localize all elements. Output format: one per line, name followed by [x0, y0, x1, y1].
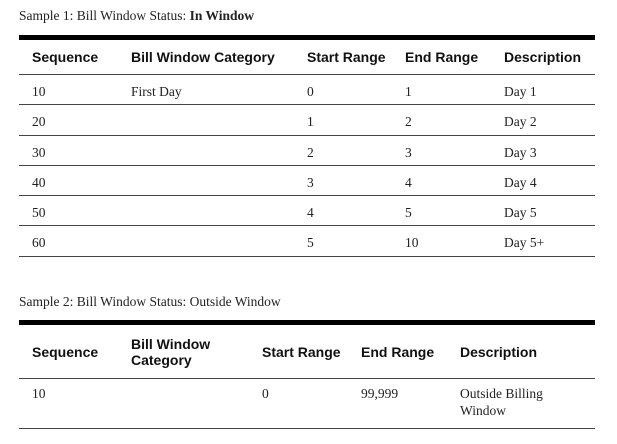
table-row: [19, 105, 595, 135]
cell-category: [131, 226, 307, 256]
cell-sequence: 10: [19, 379, 131, 429]
cell-end-range: 99,999: [361, 379, 460, 429]
header-sequence: Sequence: [19, 323, 131, 379]
table-row: [19, 196, 595, 226]
cell-start-range: 1: [307, 105, 405, 135]
cell-end-range: 3: [405, 135, 504, 165]
sample-1-caption-status: In Window: [189, 8, 255, 23]
table-row: [19, 165, 595, 195]
cell-sequence: 50: [19, 196, 131, 226]
cell-end-range: 10: [405, 226, 504, 256]
table-header-row: [19, 38, 595, 75]
table-row: [19, 379, 595, 429]
sample-1-table: [19, 35, 595, 257]
cell-category: [131, 379, 262, 429]
cell-sequence: 60: [19, 226, 131, 256]
cell-sequence: 30: [19, 135, 131, 165]
sample-1-caption: [19, 8, 254, 24]
header-description: Description: [460, 323, 595, 379]
cell-category: [131, 165, 307, 195]
table-row: [19, 75, 595, 105]
cell-start-range: 0: [262, 379, 361, 429]
cell-category: [131, 135, 307, 165]
table-row: [19, 226, 595, 256]
cell-end-range: 5: [405, 196, 504, 226]
cell-sequence: 40: [19, 165, 131, 195]
header-bill-window-category: Bill Window Category: [131, 323, 262, 379]
cell-end-range: 1: [405, 75, 504, 105]
cell-description: Outside Billing Window: [460, 379, 595, 429]
header-sequence: Sequence: [19, 38, 131, 75]
cell-description: Day 5+: [504, 226, 595, 256]
cell-start-range: 5: [307, 226, 405, 256]
cell-category: [131, 196, 307, 226]
cell-description: Day 2: [504, 105, 595, 135]
cell-start-range: 0: [307, 75, 405, 105]
sample-1-caption-prefix: Sample 1: Bill Window Status:: [19, 8, 190, 23]
cell-description: Day 3: [504, 135, 595, 165]
header-start-range: Start Range: [307, 38, 405, 75]
header-start-range: Start Range: [262, 323, 361, 379]
header-end-range: End Range: [405, 38, 504, 75]
cell-start-range: 3: [307, 165, 405, 195]
cell-start-range: 2: [307, 135, 405, 165]
cell-sequence: 10: [19, 75, 131, 105]
table-row: [19, 135, 595, 165]
cell-description: Day 1: [504, 75, 595, 105]
header-description: Description: [504, 38, 595, 75]
header-end-range: End Range: [361, 323, 460, 379]
header-bill-window-category: Bill Window Category: [131, 38, 307, 75]
table-header-row: [19, 323, 595, 379]
cell-description: Day 5: [504, 196, 595, 226]
sample-2-caption-text: Sample 2: Bill Window Status: Outside Window: [19, 294, 281, 309]
sample-2-caption: [19, 294, 281, 310]
cell-category: First Day: [131, 75, 307, 105]
cell-end-range: 2: [405, 105, 504, 135]
cell-description: Day 4: [504, 165, 595, 195]
cell-category: [131, 105, 307, 135]
cell-sequence: 20: [19, 105, 131, 135]
cell-end-range: 4: [405, 165, 504, 195]
cell-start-range: 4: [307, 196, 405, 226]
sample-2-table: [19, 320, 595, 429]
